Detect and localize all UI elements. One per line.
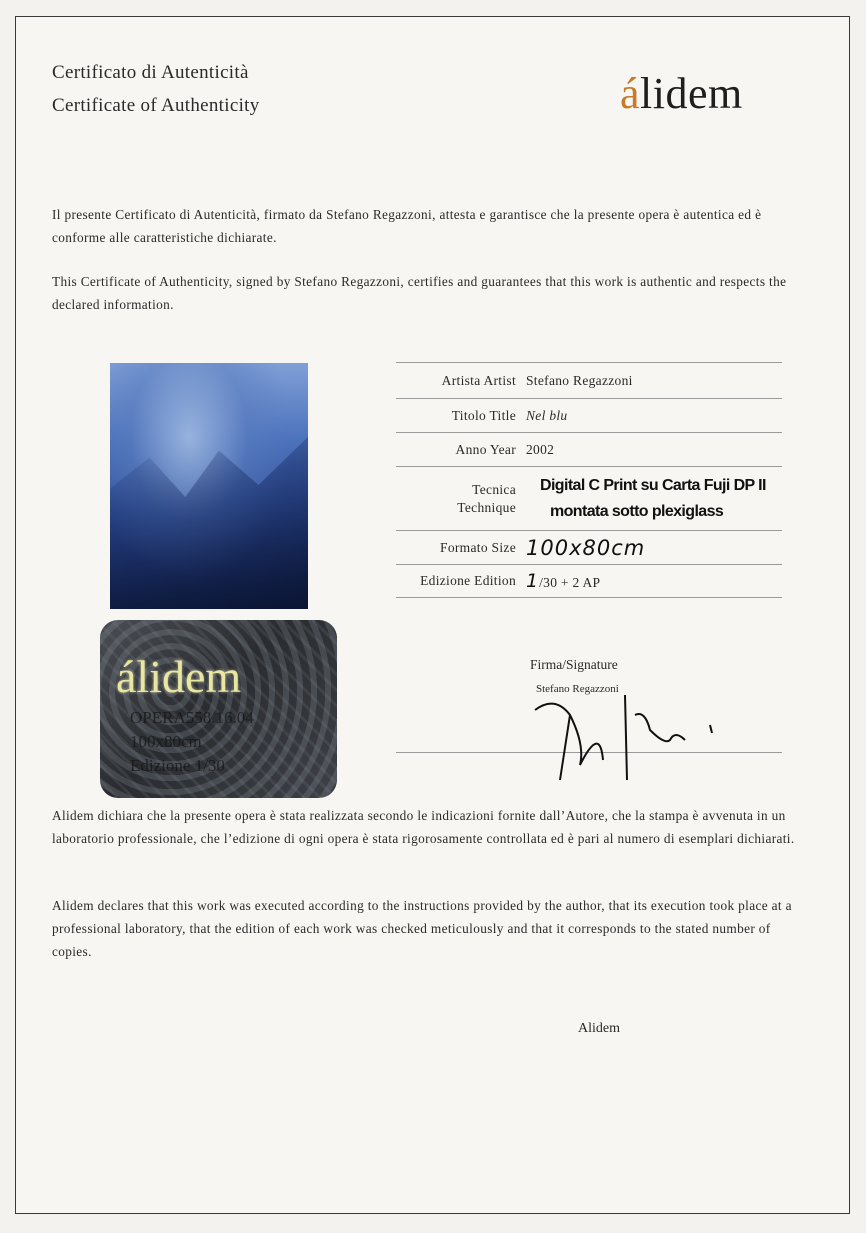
row-title xyxy=(396,398,782,432)
row-technique xyxy=(396,466,782,530)
hologram-logo: álidem xyxy=(116,651,242,702)
row-edition xyxy=(396,564,782,598)
title-italian: Certificato di Autenticità xyxy=(52,62,249,83)
edition-total: /30 + 2 AP xyxy=(539,575,601,590)
details-table xyxy=(396,362,782,598)
intro-english: This Certificate of Authenticity, signed by Stefano Regazzoni, certifies and guarantees that this work is authentic and respects the declared information. xyxy=(52,274,787,312)
hologram-line-3: Edizione 1/30 xyxy=(130,756,225,775)
title-english: Certificate of Authenticity xyxy=(52,95,260,116)
edition-label: Edizione Edition xyxy=(420,573,516,588)
certificate-border xyxy=(15,16,850,1214)
hologram-line-1: OPERA558.16.04 xyxy=(130,708,254,727)
artwork-thumbnail xyxy=(110,363,308,609)
edition-value xyxy=(526,570,782,592)
size-label: Formato Size xyxy=(440,539,516,555)
handwritten-signature xyxy=(525,685,725,785)
technique-label-it: Tecnica xyxy=(472,481,516,497)
technique-label-en: Technique xyxy=(457,499,516,515)
technique-label xyxy=(396,481,526,517)
signature-name: Stefano Regazzoni xyxy=(536,683,619,695)
artist-value: Stefano Regazzoni xyxy=(526,372,633,388)
edition-number: 1 xyxy=(526,570,540,592)
year-label: Anno Year xyxy=(455,441,516,457)
title-label: Titolo Title xyxy=(451,407,516,423)
technique-value-line-2: montata sotto plexiglass xyxy=(550,502,724,520)
alidem-logo xyxy=(620,68,743,119)
artwork-mountain xyxy=(110,437,308,609)
declaration-english: Alidem declares that this work was executed according to the instructions provided by the author, that its execution took place at a professional laboratory, that the edition of each work was checked meticulously and that it corresponds to the stated number of copies. xyxy=(52,898,792,959)
technique-value xyxy=(526,473,782,525)
year-value: 2002 xyxy=(526,441,555,457)
issuer-name: Alidem xyxy=(578,1021,620,1036)
declaration-italian: Alidem dichiara che la presente opera è stata realizzata secondo le indicazioni fornite dall’Autore, che la stampa è avvenuta in un laboratorio professionale, che l’edizione di ogni opera è stata rigorosamente controllata ed è pari al numero di esemplari dichiarati. xyxy=(52,808,795,846)
signature-label: Firma/Signature xyxy=(530,657,618,672)
row-size xyxy=(396,530,782,564)
title-value: Nel blu xyxy=(526,407,568,423)
intro-italian: Il presente Certificato di Autenticità, firmato da Stefano Regazzoni, attesta e garantisce che la presente opera è autentica ed è conforme alle caratteristiche dichiarate. xyxy=(52,207,762,245)
hologram-sticker xyxy=(100,620,337,798)
logo-text: lidem xyxy=(640,69,743,118)
hologram-line-2: 100x80cm xyxy=(130,732,202,751)
size-value: 100x80cm xyxy=(526,535,646,560)
row-artist xyxy=(396,362,782,398)
logo-accent: á xyxy=(620,69,641,118)
artist-label: Artista Artist xyxy=(441,372,516,388)
row-year xyxy=(396,432,782,466)
technique-value-line-1: Digital C Print su Carta Fuji DP II xyxy=(540,476,766,494)
